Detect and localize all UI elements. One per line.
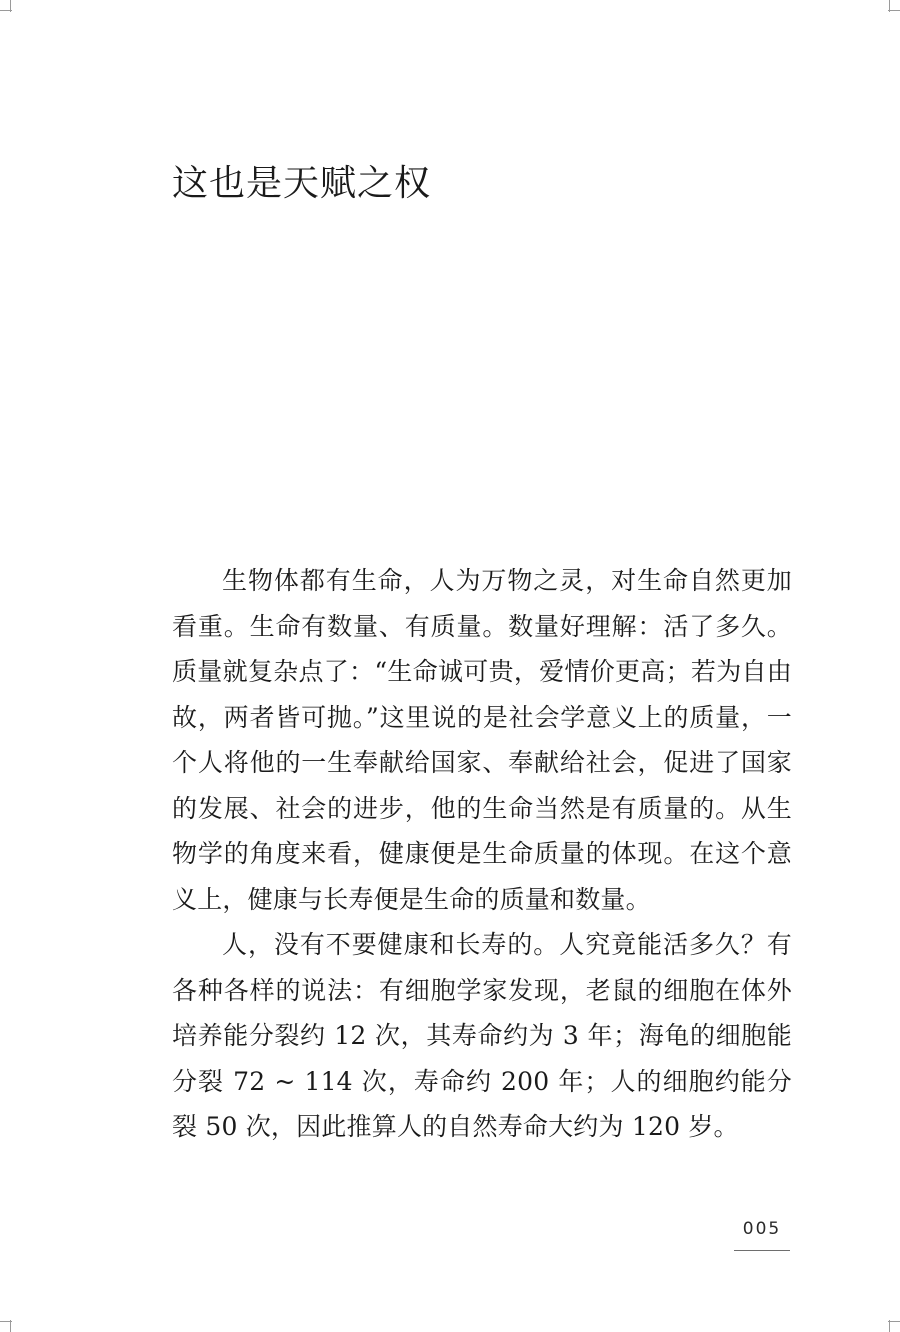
paragraph-1: 生物体都有生命，人为万物之灵，对生命自然更加看重。生命有数量、有质量。数量好理解：活了多久。质量就复杂点了：“生命诚可贵，爱情价更高；若为自由故，两者皆可抛。”这里说的是社会学意义上的质量，一个人将他的一生奉献给国家、奉献给社会，促进了国家的发展、社会的进步，他的生命当然是有质量的。从生物学的角度来看，健康便是生命质量的体现。在这个意义上，健康与长寿便是生命的质量和数量。 [172, 566, 792, 914]
page-number: 005 [742, 1219, 782, 1239]
crop-mark [889, 0, 890, 12]
body-text [172, 558, 792, 1150]
paragraph-2: 人，没有不要健康和长寿的。人究竟能活多久？有各种各样的说法：有细胞学家发现，老鼠的细胞在体外培养能分裂约 12 次，其寿命约为 3 年；海龟的细胞能分裂 72 ~ 114 次，寿命约 200 年；人的细胞约能分裂 50 次，因此推算人的自然寿命大约为 120 岁。 [172, 930, 792, 1141]
chapter-title: 这也是天赋之权 [172, 163, 432, 204]
crop-mark [10, 0, 11, 12]
crop-mark [10, 1320, 11, 1332]
page-number-rule [734, 1250, 790, 1251]
crop-mark [889, 1320, 890, 1332]
